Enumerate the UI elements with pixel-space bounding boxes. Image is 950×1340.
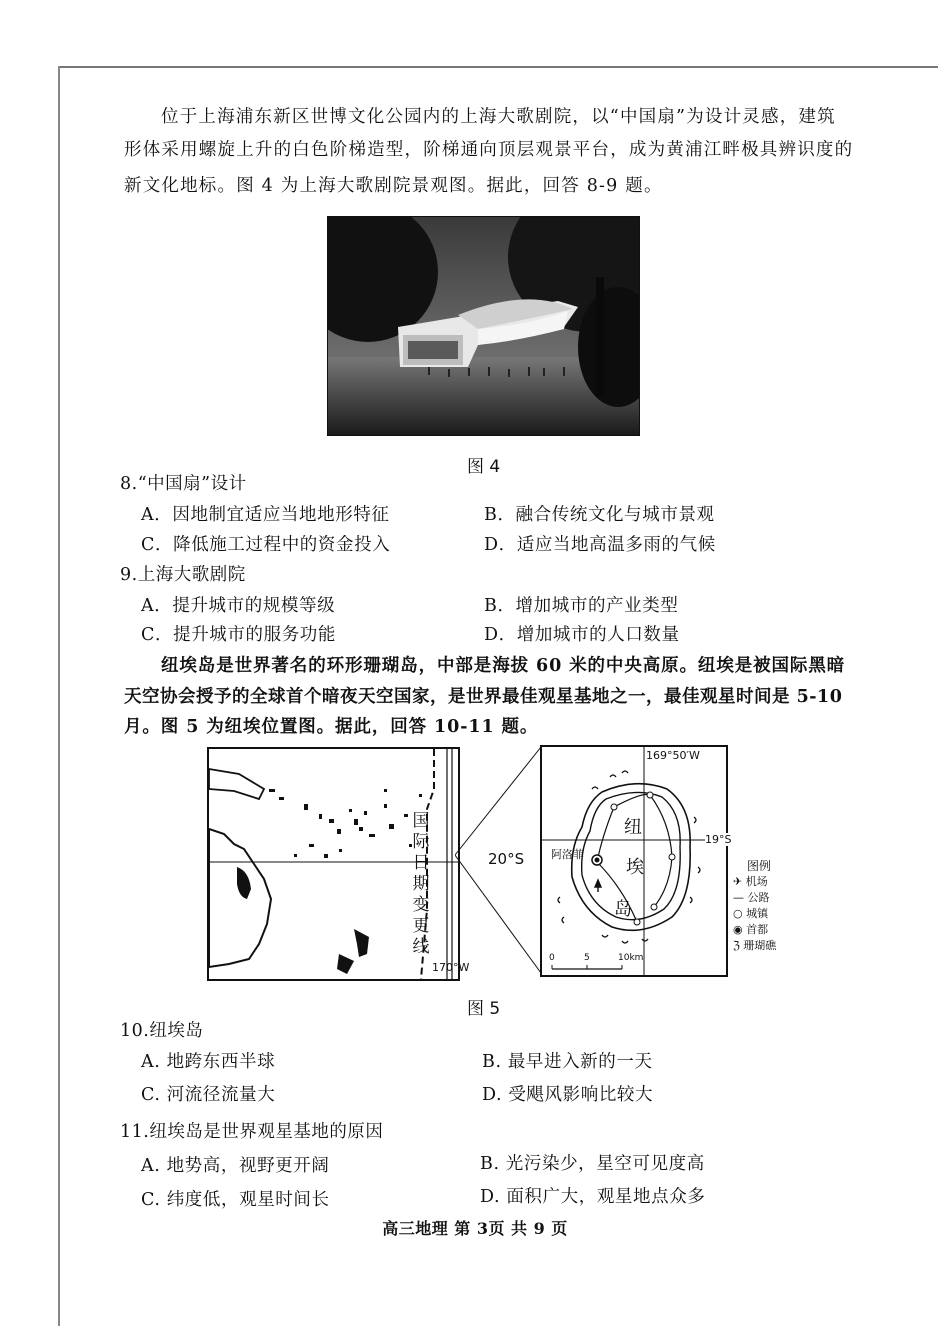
passage2-line1: 纽埃岛是世界著名的环形珊瑚岛，中部是海拔 60 米的中央高原。纽埃是被国际黑暗 <box>161 656 846 676</box>
passage2-line2: 天空协会授予的全球首个暗夜天空国家，是世界最佳观星基地之一，最佳观星时间是 5-10 <box>124 687 843 707</box>
q9-option-c[interactable]: C．提升城市的服务功能 <box>141 625 336 645</box>
dateline-char: 更 <box>412 916 430 936</box>
page-edge-left <box>58 66 60 1326</box>
q10-option-a[interactable]: A. 地跨东西半球 <box>141 1052 276 1072</box>
q10-option-c[interactable]: C. 河流径流量大 <box>141 1085 276 1105</box>
q10-stem: 10.纽埃岛 <box>120 1021 204 1041</box>
niue-island-map <box>540 745 732 977</box>
map-legend <box>733 858 776 954</box>
lon-169-50w-label: 169°50′W <box>646 749 700 762</box>
lat-19s-label: 19°S <box>705 833 732 846</box>
legend-airport: 机场 <box>745 875 768 888</box>
passage1-line1: 位于上海浦东新区世博文化公园内的上海大歌剧院，以“中国扇”为设计灵感，建筑 <box>161 107 836 127</box>
q9-option-a[interactable]: A．提升城市的规模等级 <box>141 596 336 616</box>
scale-10km-label: 10km <box>618 953 644 963</box>
town-icon: ○ <box>733 907 747 920</box>
dateline-char: 日 <box>412 853 430 873</box>
q9-stem: 9.上海大歌剧院 <box>120 565 246 585</box>
dateline-char: 线 <box>412 937 430 957</box>
q11-option-a[interactable]: A. 地势高，视野更开阔 <box>141 1156 330 1176</box>
q11-stem: 11.纽埃岛是世界观星基地的原因 <box>120 1122 384 1142</box>
fig5-caption: 图 5 <box>467 999 501 1019</box>
island-name-char: 埃 <box>626 857 644 878</box>
dateline-char: 国 <box>412 811 430 831</box>
lon-170w-label: 170°W <box>432 961 470 974</box>
road-icon: — <box>733 891 748 904</box>
capital-alofi-label: 阿洛菲 <box>551 848 584 861</box>
q8-option-d[interactable]: D．适应当地高温多雨的气候 <box>484 535 716 555</box>
q8-stem: 8.“中国扇”设计 <box>120 474 247 494</box>
passage1-line3: 新文化地标。图 4 为上海大歌剧院景观图。据此，回答 8-9 题。 <box>124 176 663 196</box>
reef-icon: ℨ <box>733 939 744 952</box>
q8-option-b[interactable]: B．融合传统文化与城市景观 <box>484 505 715 525</box>
map-connector <box>455 745 543 975</box>
legend-road: 公路 <box>747 891 770 904</box>
legend-title: 图例 <box>747 859 772 873</box>
q9-option-b[interactable]: B．增加城市的产业类型 <box>484 596 679 616</box>
q8-option-a[interactable]: A．因地制宜适应当地地形特征 <box>141 505 390 525</box>
legend-capital: 首都 <box>746 923 769 936</box>
capital-icon: ◉ <box>733 923 747 936</box>
scale-5-label: 5 <box>584 953 590 963</box>
scale-0-label: 0 <box>549 953 555 963</box>
q11-option-c[interactable]: C. 纬度低，观星时间长 <box>141 1190 330 1210</box>
q9-option-d[interactable]: D．增加城市的人口数量 <box>484 625 680 645</box>
dateline-char: 变 <box>412 895 430 915</box>
fig4-caption: 图 4 <box>467 457 501 477</box>
pacific-location-map <box>207 747 470 981</box>
q10-option-d[interactable]: D. 受飓风影响比较大 <box>482 1085 654 1105</box>
airport-icon: ✈ <box>733 875 746 888</box>
q11-option-d[interactable]: D. 面积广大，观星地点众多 <box>480 1187 706 1207</box>
q10-option-b[interactable]: B. 最早进入新的一天 <box>482 1052 653 1072</box>
page-edge-top <box>58 66 938 68</box>
island-name-char: 岛 <box>614 899 632 920</box>
q8-option-c[interactable]: C．降低施工过程中的资金投入 <box>141 535 391 555</box>
legend-reef: 珊瑚礁 <box>743 939 777 952</box>
q11-option-b[interactable]: B. 光污染少，星空可见度高 <box>480 1154 705 1174</box>
page-footer: 高三地理 第 3页 共 9 页 <box>382 1219 568 1238</box>
dateline-char: 期 <box>412 874 430 894</box>
dateline-char: 际 <box>412 832 430 852</box>
opera-house-photo <box>327 216 640 436</box>
island-name-char: 纽 <box>624 817 642 838</box>
lat-20s-label: 20°S <box>488 850 525 868</box>
passage1-line2: 形体采用螺旋上升的白色阶梯造型，阶梯通向顶层观景平台，成为黄浦江畔极具辨识度的 <box>124 140 854 160</box>
legend-town: 城镇 <box>746 907 769 920</box>
passage2-line3: 月。图 5 为纽埃位置图。据此，回答 10-11 题。 <box>124 717 539 737</box>
